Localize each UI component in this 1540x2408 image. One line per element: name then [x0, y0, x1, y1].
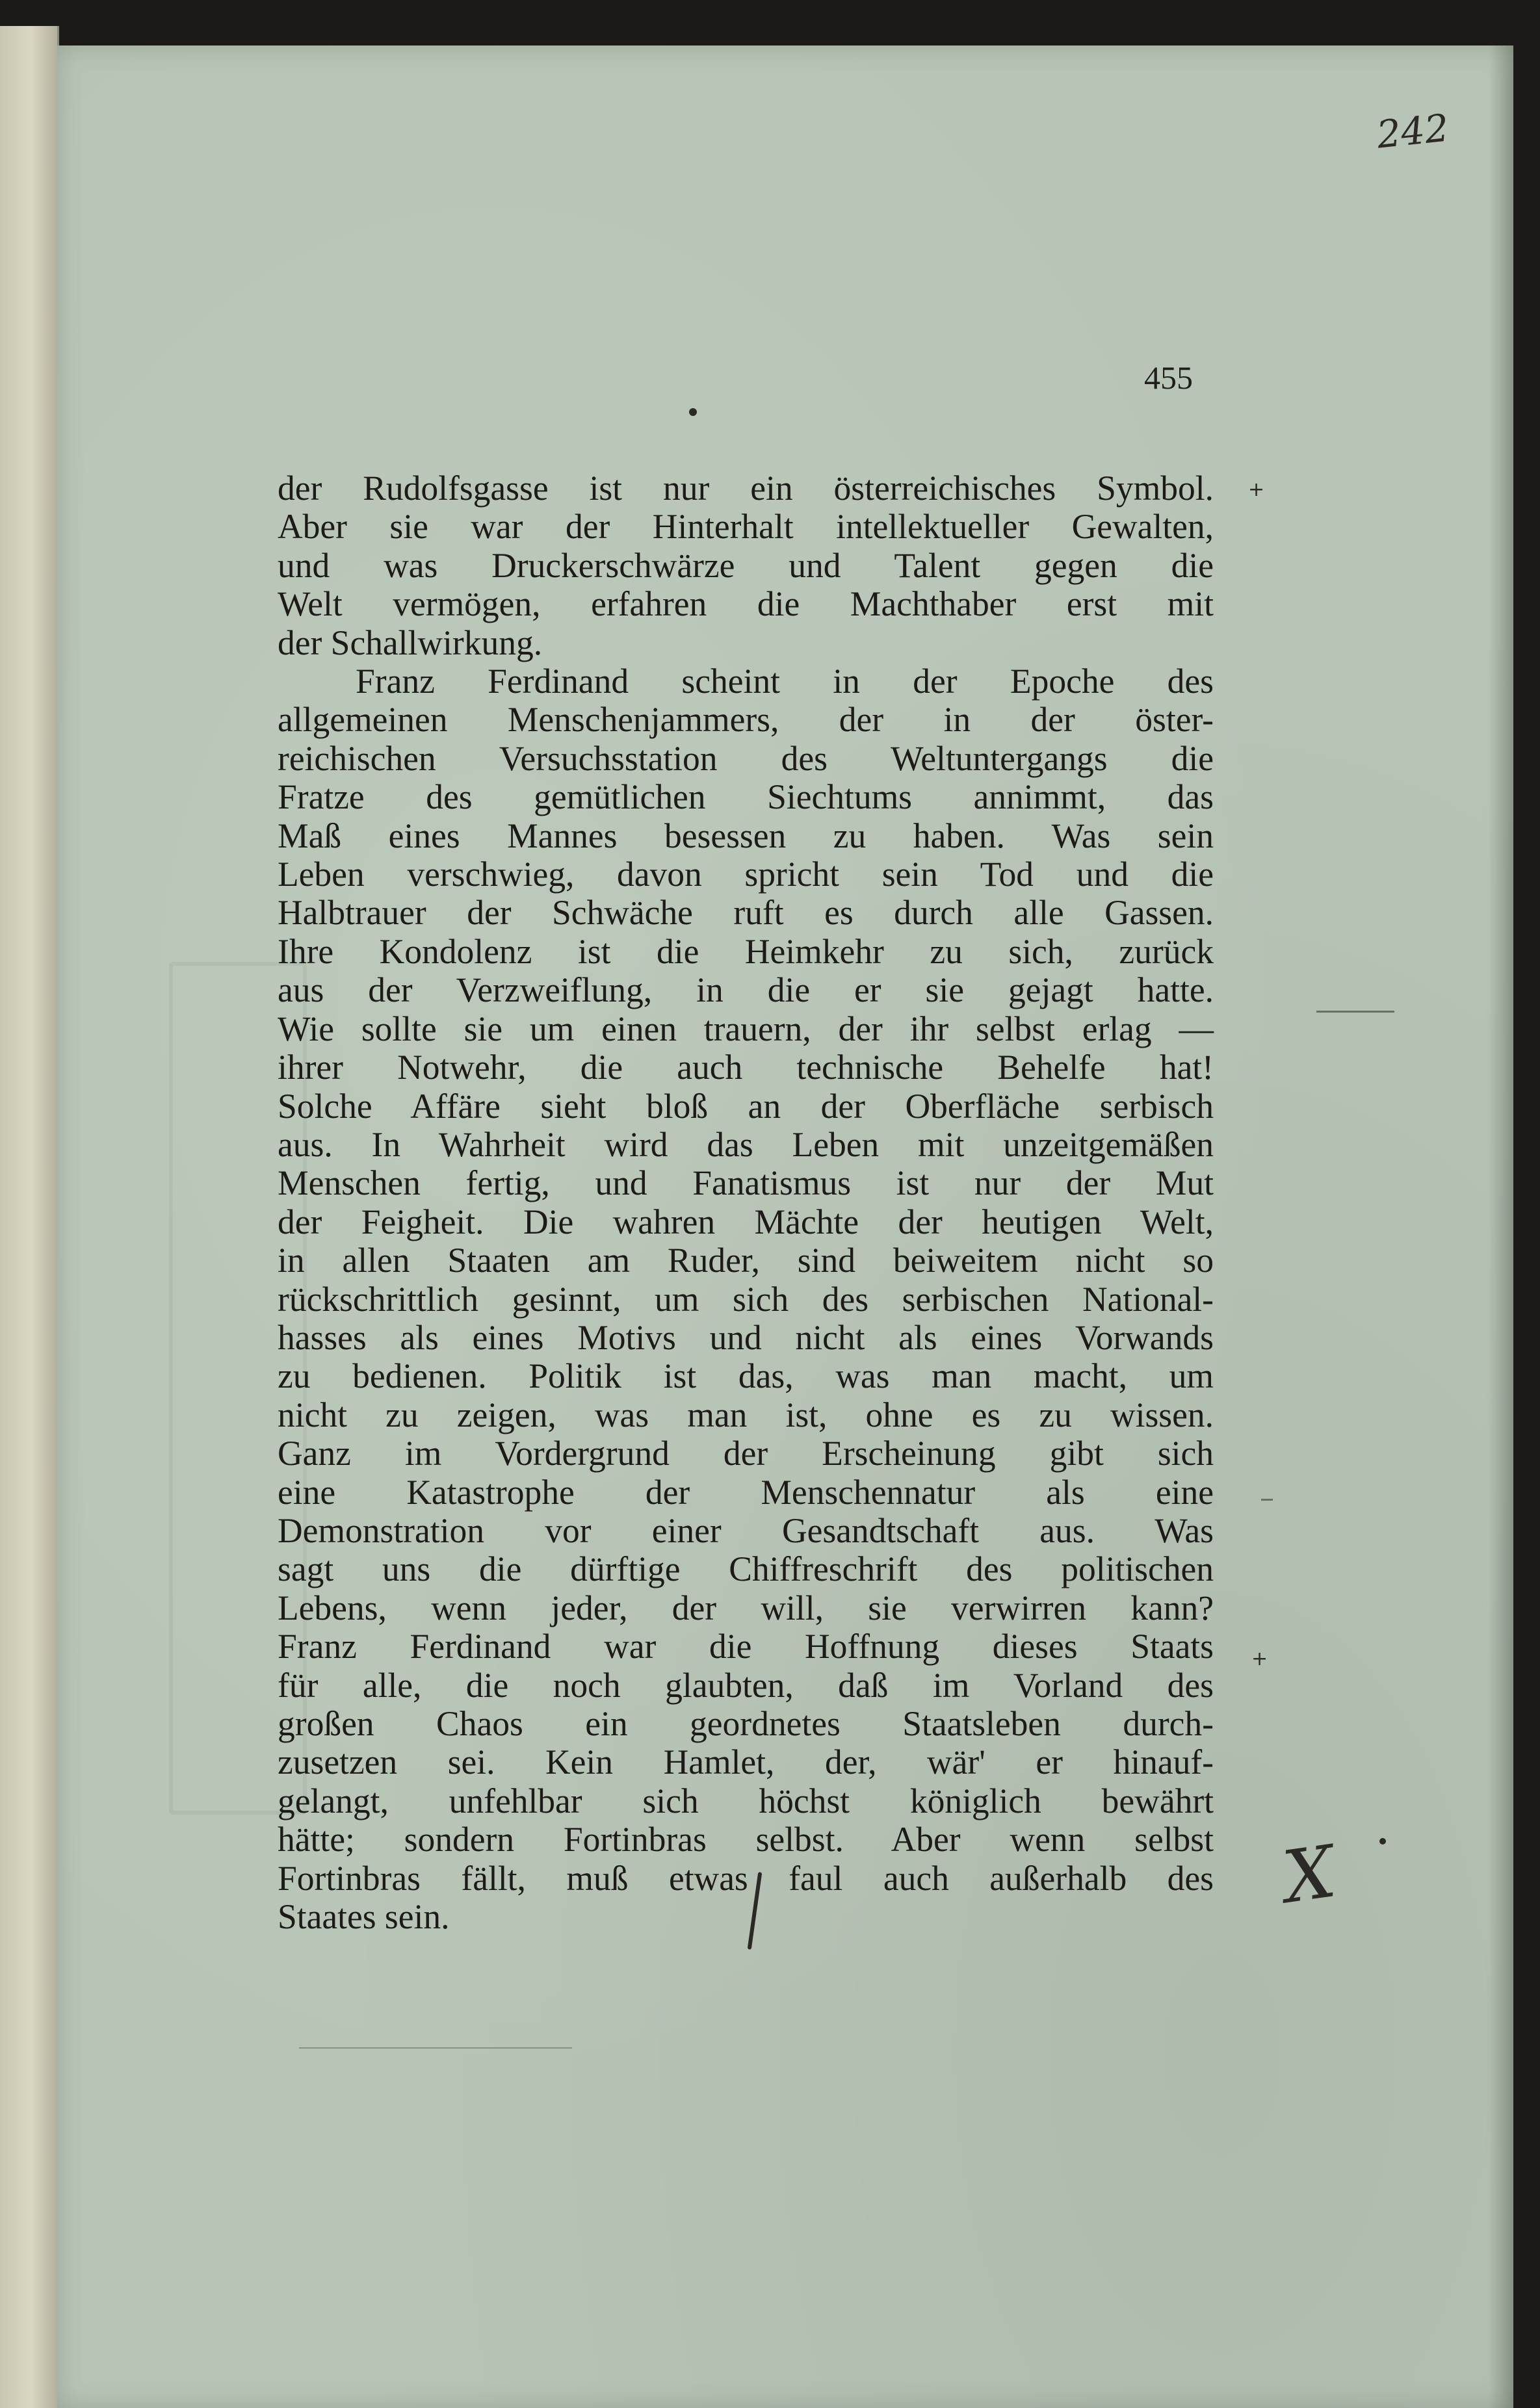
text-line: Demonstration vor einer Gesandtschaft aus. Was	[278, 1510, 1214, 1550]
text-line: Solche Affäre sieht bloß an der Oberfläche serbisch	[278, 1086, 1214, 1126]
body-text	[278, 469, 1214, 1936]
text-line: rückschrittlich gesinnt, um sich des serbischen National-	[278, 1279, 1214, 1319]
text-line: Franz Ferdinand scheint in der Epoche des	[356, 662, 1214, 701]
text-line: Maß eines Mannes besessen zu haben. Was sein	[278, 816, 1214, 855]
text-line: Staates sein.	[278, 1897, 450, 1937]
text-line: aus. In Wahrheit wird das Leben mit unzeitgemäßen	[278, 1124, 1214, 1164]
text-line: sagt uns die dürftige Chiffreschrift des politischen	[278, 1549, 1214, 1589]
handwritten-folio-number: 242	[1374, 105, 1451, 157]
faint-rule	[299, 2047, 572, 2049]
text-line: aus der Verzweiflung, in die er sie gejagt hatte.	[278, 970, 1214, 1010]
text-line: Franz Ferdinand war die Hoffnung dieses Staats	[278, 1627, 1214, 1666]
handwritten-cross-mark: X	[1278, 1830, 1340, 1919]
margin-plus-mark: +	[1251, 1648, 1268, 1670]
text-line: Welt vermögen, erfahren die Machthaber erst mit	[278, 584, 1214, 624]
text-line: Leben verschwieg, davon spricht sein Tod und die	[278, 855, 1214, 894]
text-line: Fortinbras fällt, muß etwas faul auch außerhalb des	[278, 1858, 1214, 1898]
page-edge-shadow	[1489, 45, 1513, 2408]
margin-plus-mark: +	[1248, 478, 1265, 501]
text-line: der Schallwirkung.	[278, 623, 543, 662]
text-line: und was Druckerschwärze und Talent gegen die	[278, 545, 1214, 585]
text-line: der Rudolfsgasse ist nur ein österreichisches Symbol.	[278, 469, 1214, 508]
margin-pencil-tick	[1261, 1499, 1273, 1501]
text-line: ihrer Notwehr, die auch technische Behelfe hat!	[278, 1048, 1214, 1087]
text-line: Wie sollte sie um einen trauern, der ihr selbst erlag —	[278, 1009, 1214, 1048]
text-line: Fratze des gemütlichen Siechtums annimmt, das	[278, 777, 1214, 817]
ink-dot	[1379, 1838, 1386, 1845]
text-line: allgemeinen Menschenjammers, der in der öster-	[278, 700, 1214, 740]
text-line: zusetzen sei. Kein Hamlet, der, wär' er hinauf-	[278, 1742, 1214, 1782]
text-line: nicht zu zeigen, was man ist, ohne es zu wissen.	[278, 1395, 1214, 1434]
text-line: Aber sie war der Hinterhalt intellektueller Gewalten,	[278, 507, 1214, 547]
text-line: der Feigheit. Die wahren Mächte der heutigen Welt,	[278, 1202, 1214, 1241]
text-line: in allen Staaten am Ruder, sind beiweitem nicht so	[278, 1241, 1214, 1280]
text-line: eine Katastrophe der Menschennatur als eine	[278, 1472, 1214, 1512]
text-line: Ganz im Vordergrund der Erscheinung gibt sich	[278, 1434, 1214, 1473]
text-line: zu bedienen. Politik ist das, was man macht, um	[278, 1356, 1214, 1396]
page-number: 455	[1144, 359, 1193, 396]
text-line: Lebens, wenn jeder, der will, sie verwirren kann?	[278, 1588, 1214, 1627]
text-line: hasses als eines Motivs und nicht als eines Vorwands	[278, 1317, 1214, 1357]
margin-pencil-line	[1316, 1011, 1394, 1013]
ink-dot	[689, 408, 697, 416]
text-line: Halbtrauer der Schwäche ruft es durch alle Gassen.	[278, 893, 1214, 933]
text-line: reichischen Versuchsstation des Weltuntergangs die	[278, 738, 1214, 778]
text-line: Menschen fertig, und Fanatismus ist nur der Mut	[278, 1163, 1214, 1203]
text-line: großen Chaos ein geordnetes Staatsleben durch-	[278, 1704, 1214, 1743]
text-line: für alle, die noch glaubten, daß im Vorland des	[278, 1665, 1214, 1705]
text-line: Ihre Kondolenz ist die Heimkehr zu sich, zurück	[278, 931, 1214, 971]
binding-strip	[0, 26, 59, 2408]
text-line: hätte; sondern Fortinbras selbst. Aber wenn selbst	[278, 1820, 1214, 1859]
text-line: gelangt, unfehlbar sich höchst königlich bewährt	[278, 1781, 1214, 1820]
